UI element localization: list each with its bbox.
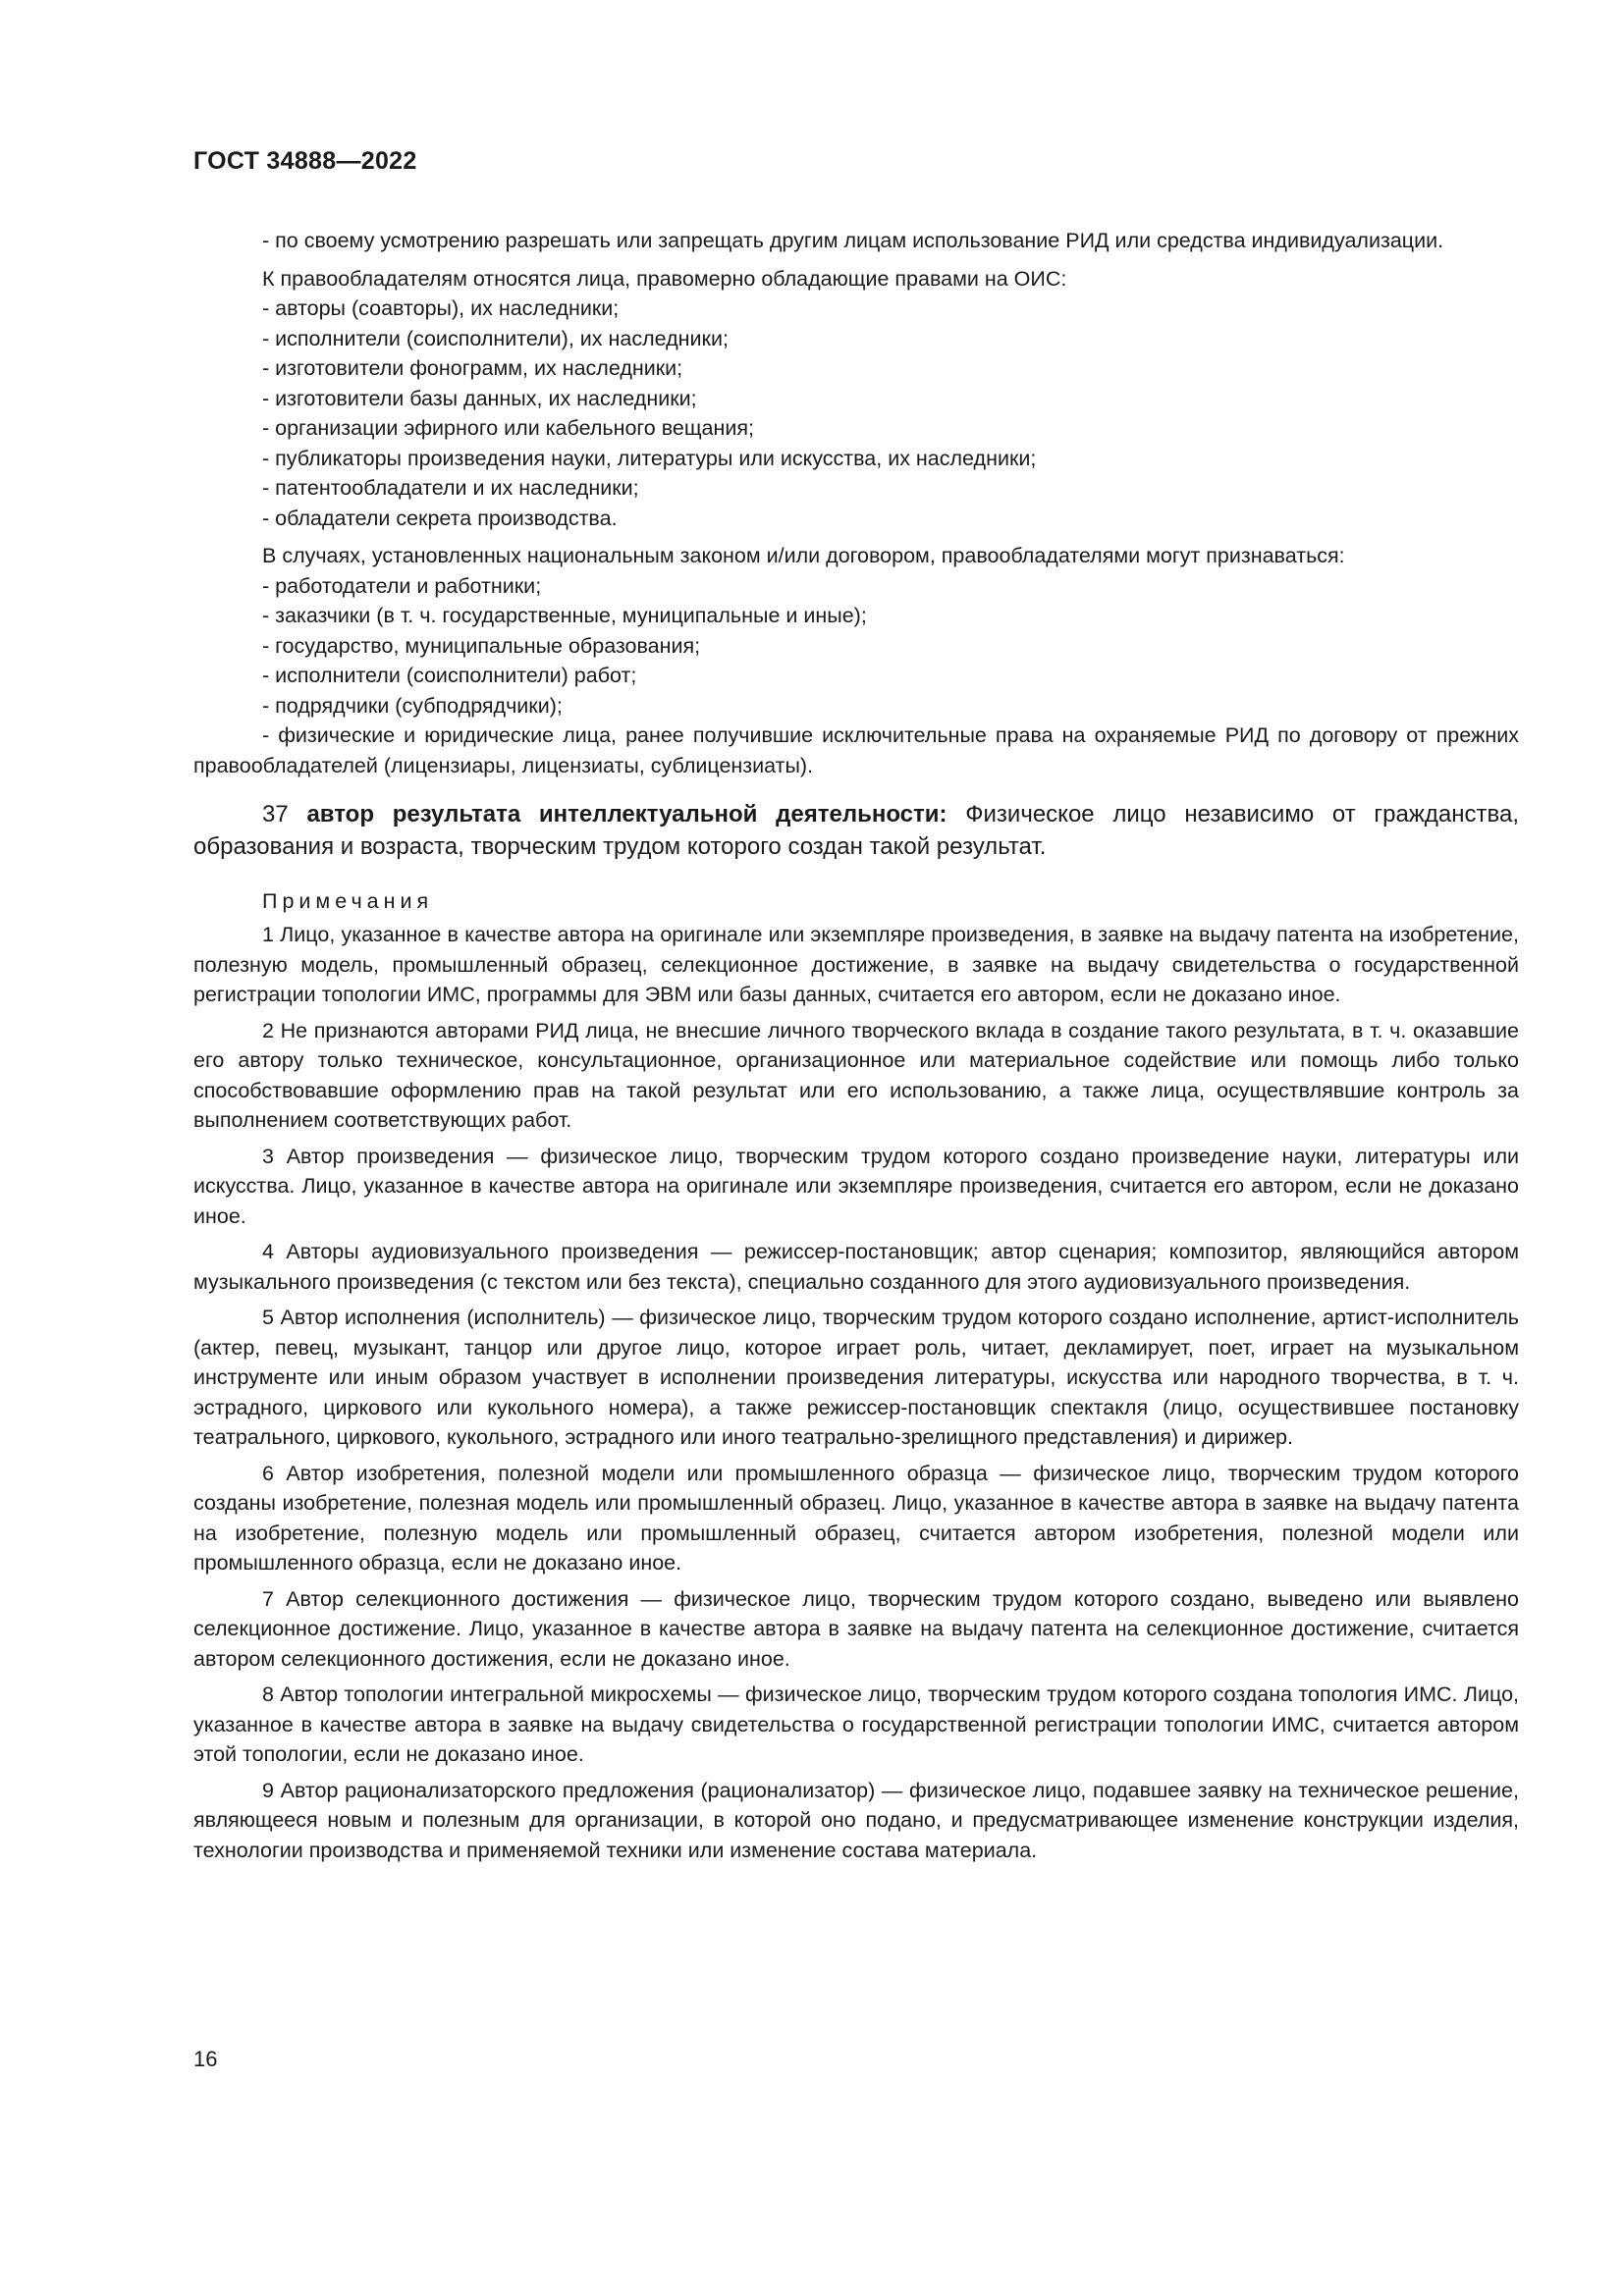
rights-holders-section: [193, 226, 1519, 780]
note-item: 9 Автор рационализаторского предложения (рационализатор) — физическое лицо, подавшее заявку на техническое решение, являющееся новым и полезным для организации, в которой оно подано, и предусматривающее изменение конструкции изделия, технологии производства и применяемой техники или изменение состава материала.: [193, 1778, 1519, 1862]
list-item: - государство, муниципальные образования;: [262, 633, 701, 658]
holders-list: [193, 294, 1519, 533]
list-item: - обладатели секрета производства.: [262, 506, 618, 530]
note-item: 4 Авторы аудиовизуального произведения — режиссер-постановщик; автор сценария; композитор, являющийся автором музыкального произведения (с текстом или без текста), специально созданного для этого аудиовизуального произведения.: [193, 1240, 1519, 1294]
note-item: 8 Автор топологии интегральной микросхемы — физическое лицо, творческим трудом которого создана топология ИМС. Лицо, указанное в качестве автора в заявке на выдачу свидетельства о государственной регистрации топологии ИМС, считается автором этой топологии, если не доказано иное.: [193, 1682, 1519, 1766]
document-header: ГОСТ 34888—2022: [193, 147, 417, 175]
note-item: 1 Лицо, указанное в качестве автора на оригинале или экземпляре произведения, в заявке на выдачу патента на изобретение, полезную модель, промышленный образец, селекционное достижение, в заявке на выдачу свидетельства о государственной регистрации топологии ИМС, программы для ЭВМ или базы данных, считается его автором, если не доказано иное.: [193, 923, 1519, 1006]
list-item: - публикаторы произведения науки, литературы или искусства, их наследники;: [262, 446, 1037, 470]
term-number: 37: [262, 801, 289, 828]
term-definition: [193, 798, 1519, 863]
list-item: - изготовители базы данных, их наследники;: [262, 386, 697, 410]
list-item: - авторы (соавторы), их наследники;: [262, 296, 620, 320]
list-item: - исполнители (соисполнители) работ;: [262, 664, 637, 687]
list-item: - работодатели и работники;: [262, 573, 542, 598]
cases-list: [193, 571, 1519, 721]
note-item: 6 Автор изобретения, полезной модели или промышленного образца — физическое лицо, творческим трудом которого созданы изобретение, полезная модель или промышленный образец. Лицо, указанное в качестве автора в заявке на выдачу патента на изобретение, полезную модель или промышленный образец, считается автором изобретения, полезной модели или промышленного образца, если не доказано иное.: [193, 1461, 1519, 1575]
cases-last-item: - физические и юридические лица, ранее получившие исключительные права на охраняемые РИД по договору от прежних правообладателей (лицензиары, лицензиаты, сублицензиаты).: [193, 723, 1519, 777]
holders-intro: К правообладателям относятся лица, правомерно обладающие правами на ОИС:: [262, 266, 1067, 291]
list-item: - патентообладатели и их наследники;: [262, 476, 639, 500]
page-number: 16: [193, 2047, 218, 2071]
term-definition-text: Физическое лицо независимо от гражданства, образования и возраста, творческим трудом которого создан такой результат.: [193, 801, 1520, 860]
note-item: 3 Автор произведения — физическое лицо, творческим трудом которого создано произведение науки, литературы или искусства. Лицо, указанное в качестве автора на оригинале или экземпляре произведения, считается его автором, если не доказано иное.: [193, 1144, 1519, 1228]
notes-heading: Примечания: [262, 889, 434, 913]
note-item: 7 Автор селекционного достижения — физическое лицо, творческим трудом которого создано, выведено или выявлено селекционное достижение. Лицо, указанное в качестве автора в заявке на выдачу патента на селекционное достижение, считается автором селекционного достижения, если не доказано иное.: [193, 1586, 1519, 1671]
term-name: автор результата интеллектуальной деятельности:: [306, 801, 947, 828]
page-content: [193, 226, 1519, 1865]
cases-intro: В случаях, установленных национальным законом и/или договором, правообладателями могут признаваться:: [262, 544, 1345, 567]
list-item: - заказчики (в т. ч. государственные, муниципальные и иные);: [262, 604, 867, 627]
list-item: - организации эфирного или кабельного вещания;: [262, 416, 754, 440]
list-item: - изготовители фонограмм, их наследники;: [262, 356, 683, 380]
note-item: 2 Не признаются авторами РИД лица, не внесшие личного творческого вклада в создание такого результата, в т. ч. оказавшие его автору только техническое, консультационное, организационное или материальное содействие или помощь либо только способствовавшие оформлению прав на такой результат или его использованию, а также лица, осуществлявшие контроль за выполнением соответствующих работ.: [193, 1018, 1519, 1132]
note-item: 5 Автор исполнения (исполнитель) — физическое лицо, творческим трудом которого создано исполнение, артист-исполнитель (актер, певец, музыкант, танцор или другое лицо, которое играет роль, читает, декламирует, поет, играет на музыкальном инструменте или иным образом участвует в исполнении произведения литературы, искусства или народного творчества, в т. ч. эстрадного, циркового или кукольного номера), а также режиссер-постановщик спектакля (лицо, осуществившее постановку театрального, циркового, кукольного, эстрадного или иного театрально-зрелищного представления) и дирижер.: [193, 1306, 1519, 1449]
list-item: - исполнители (соисполнители), их наследники;: [262, 326, 729, 350]
notes-list: [193, 920, 1519, 1865]
continuation-paragraph: - по своему усмотрению разрешать или запрещать другим лицам использование РИД или средства индивидуализации.: [262, 229, 1444, 252]
list-item: - подрядчики (субподрядчики);: [262, 693, 563, 718]
